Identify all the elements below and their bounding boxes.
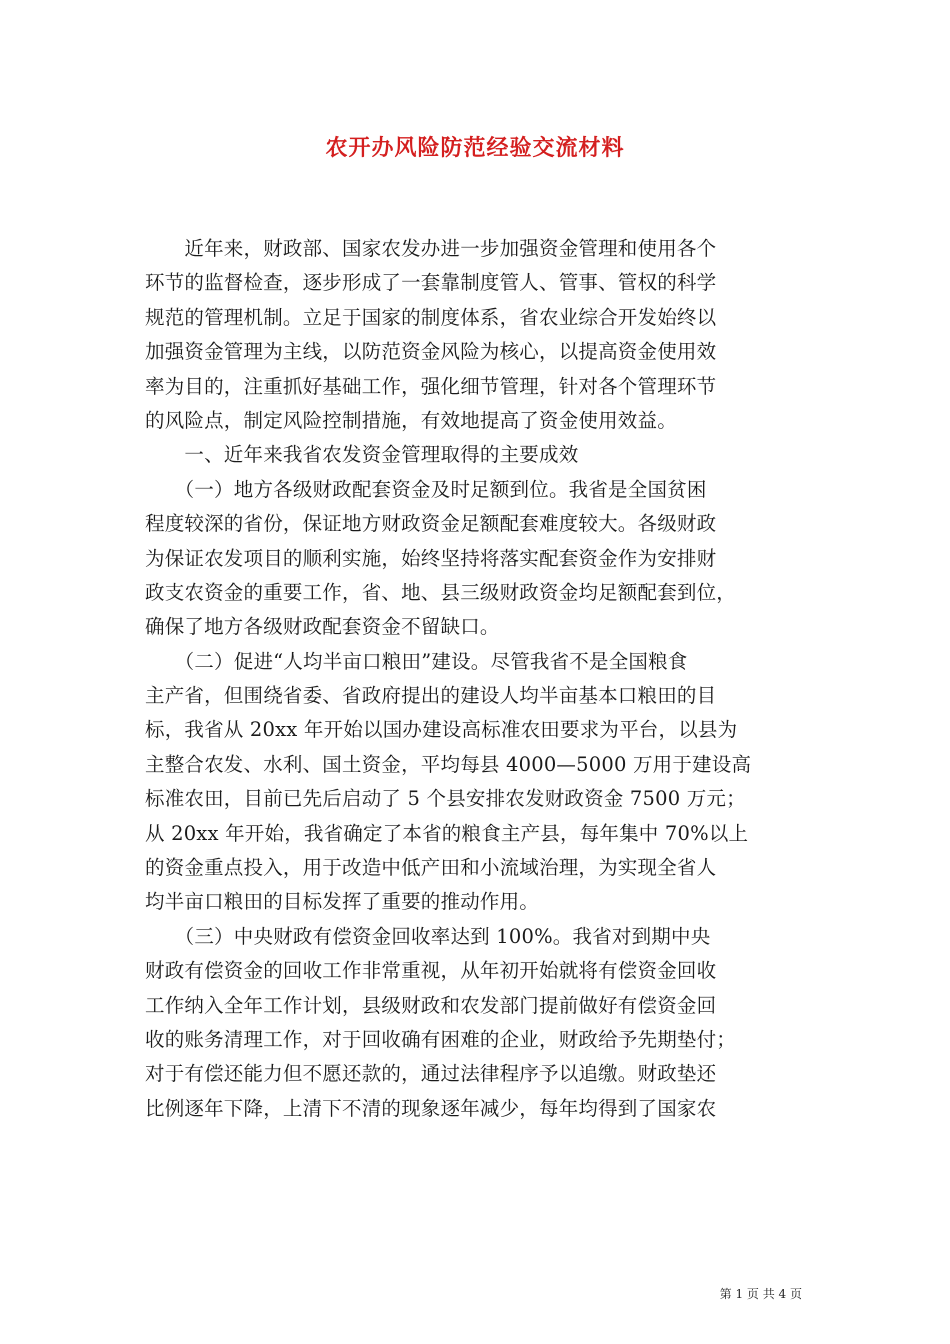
paragraph-line: 加强资金管理为主线，以防范资金风险为核心，以提高资金使用效 bbox=[145, 340, 717, 364]
paragraph-line: 对于有偿还能力但不愿还款的，通过法律程序予以追缴。财政垫还 bbox=[145, 1062, 717, 1086]
paragraph-line: 均半亩口粮田的目标发挥了重要的推动作用。 bbox=[145, 890, 540, 914]
paragraph-line: 近年来，财政部、国家农发办进一步加强资金管理和使用各个 bbox=[145, 237, 717, 260]
paragraph-line: 政支农资金的重要工作，省、地、县三级财政资金均足额配套到位， bbox=[145, 580, 737, 604]
paragraph-line: 比例逐年下降，上清下不清的现象逐年减少，每年均得到了国家农 bbox=[145, 1096, 717, 1120]
paragraph-line: 标准农田，目前已先后启动了 5 个县安排农发财政资金 7500 万元； bbox=[145, 787, 746, 811]
paragraph-line: 确保了地方各级财政配套资金不留缺口。 bbox=[145, 615, 500, 639]
paragraph-line: （三）中央财政有偿资金回收率达到 100%。我省对到期中央 bbox=[145, 924, 711, 948]
paragraph-line: 财政有偿资金的回收工作非常重视，从年初开始就将有偿资金回收 bbox=[145, 959, 717, 983]
paragraph-line: 率为目的，注重抓好基础工作，强化细节管理，针对各个管理环节 bbox=[145, 374, 717, 398]
paragraph-line: 主产省，但围绕省委、省政府提出的建设人均半亩基本口粮田的目 bbox=[145, 684, 717, 708]
paragraph-line: 规范的管理机制。立足于国家的制度体系，省农业综合开发始终以 bbox=[145, 305, 717, 329]
paragraph-line: 程度较深的省份，保证地方财政资金足额配套难度较大。各级财政 bbox=[145, 512, 717, 536]
paragraph-line: 环节的监督检查，逐步形成了一套靠制度管人、管事、管权的科学 bbox=[145, 271, 717, 295]
page-footer: 第 1 页 共 4 页 bbox=[719, 1287, 802, 1301]
paragraph-line: 为保证农发项目的顺利实施，始终坚持将落实配套资金作为安排财 bbox=[145, 546, 717, 570]
paragraph-line: 收的账务清理工作，对于回收确有困难的企业，财政给予先期垫付； bbox=[145, 1027, 737, 1051]
paragraph-line: 主整合农发、水利、国土资金，平均每县 4000—5000 万用于建设高 bbox=[145, 752, 752, 776]
paragraph-line: 一、近年来我省农发资金管理取得的主要成效 bbox=[145, 443, 579, 467]
document-body bbox=[145, 232, 805, 1126]
paragraph-line: 工作纳入全年工作计划，县级财政和农发部门提前做好有偿资金回 bbox=[145, 993, 717, 1017]
paragraph-line: 的资金重点投入，用于改造中低产田和小流域治理，为实现全省人 bbox=[145, 856, 717, 880]
paragraph-line: （二）促进“人均半亩口粮田”建设。尽管我省不是全国粮食 bbox=[145, 649, 688, 673]
paragraph-line: 的风险点，制定风险控制措施，有效地提高了资金使用效益。 bbox=[145, 408, 677, 432]
document-title: 农开办风险防范经验交流材料 bbox=[325, 135, 625, 161]
paragraph-line: （一）地方各级财政配套资金及时足额到位。我省是全国贫困 bbox=[145, 477, 707, 501]
paragraph-line: 标，我省从 20xx 年开始以国办建设高标准农田要求为平台，以县为 bbox=[145, 718, 738, 742]
paragraph-line: 从 20xx 年开始，我省确定了本省的粮食主产县，每年集中 70%以上 bbox=[145, 821, 749, 845]
